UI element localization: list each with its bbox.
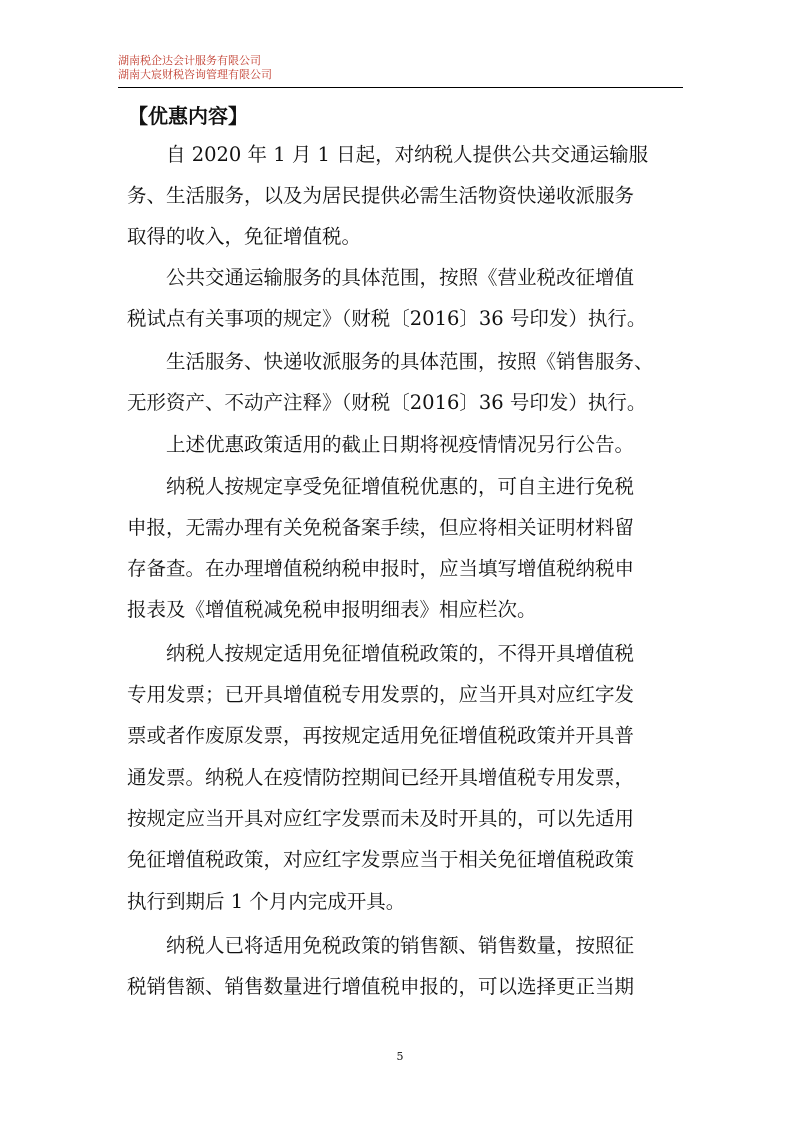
- text-line: 纳税人已将适用免税政策的销售额、销售数量，按照征: [166, 934, 635, 957]
- page-number: 5: [396, 1050, 404, 1063]
- section-title: 【优惠内容】: [128, 104, 248, 128]
- header-divider: [118, 87, 683, 88]
- text-line: 税销售额、销售数量进行增值税申报的，可以选择更正当期: [127, 975, 635, 998]
- header-company-2: 湖南大宸财税咨询管理有限公司: [118, 68, 272, 81]
- text-line: 纳税人按规定享受免征增值税优惠的，可自主进行免税: [166, 475, 635, 498]
- text-line: 专用发票；已开具增值税专用发票的，应当开具对应红字发: [127, 683, 635, 706]
- text-line: 税试点有关事项的规定》（财税〔2016〕36 号印发）执行。: [127, 307, 647, 330]
- text-line: 执行到期后 1 个月内完成开具。: [127, 890, 406, 913]
- text-line: 取得的收入，免征增值税。: [127, 225, 362, 248]
- text-line: 上述优惠政策适用的截止日期将视疫情情况另行公告。: [166, 433, 635, 456]
- text-line: 票或者作废原发票，再按规定适用免征增值税政策并开具普: [127, 724, 635, 747]
- header-company-1: 湖南税企达会计服务有限公司: [118, 54, 261, 67]
- text-line: 通发票。纳税人在疫情防控期间已经开具增值税专用发票，: [127, 766, 635, 789]
- text-line: 免征增值税政策，对应红字发票应当于相关免征增值税政策: [127, 848, 635, 871]
- text-line: 务、生活服务，以及为居民提供必需生活物资快递收派服务: [127, 184, 635, 207]
- text-line: 按规定应当开具对应红字发票而未及时开具的，可以先适用: [127, 807, 635, 830]
- text-line: 生活服务、快递收派服务的具体范围，按照《销售服务、: [166, 350, 654, 373]
- text-line: 公共交通运输服务的具体范围，按照《营业税改征增值: [166, 266, 635, 289]
- text-line: 申报，无需办理有关免税备案手续，但应将相关证明材料留: [127, 516, 635, 539]
- text-line: 报表及《增值税减免税申报明细表》相应栏次。: [127, 598, 537, 621]
- text-line: 无形资产、不动产注释》（财税〔2016〕36 号印发）执行。: [127, 391, 647, 414]
- text-line: 纳税人按规定适用免征增值税政策的，不得开具增值税: [166, 642, 635, 665]
- text-line: 自 2020 年 1 月 1 日起，对纳税人提供公共交通运输服: [166, 143, 649, 166]
- text-line: 存备查。在办理增值税纳税申报时，应当填写增值税纳税申: [127, 557, 635, 580]
- document-header: [118, 54, 272, 82]
